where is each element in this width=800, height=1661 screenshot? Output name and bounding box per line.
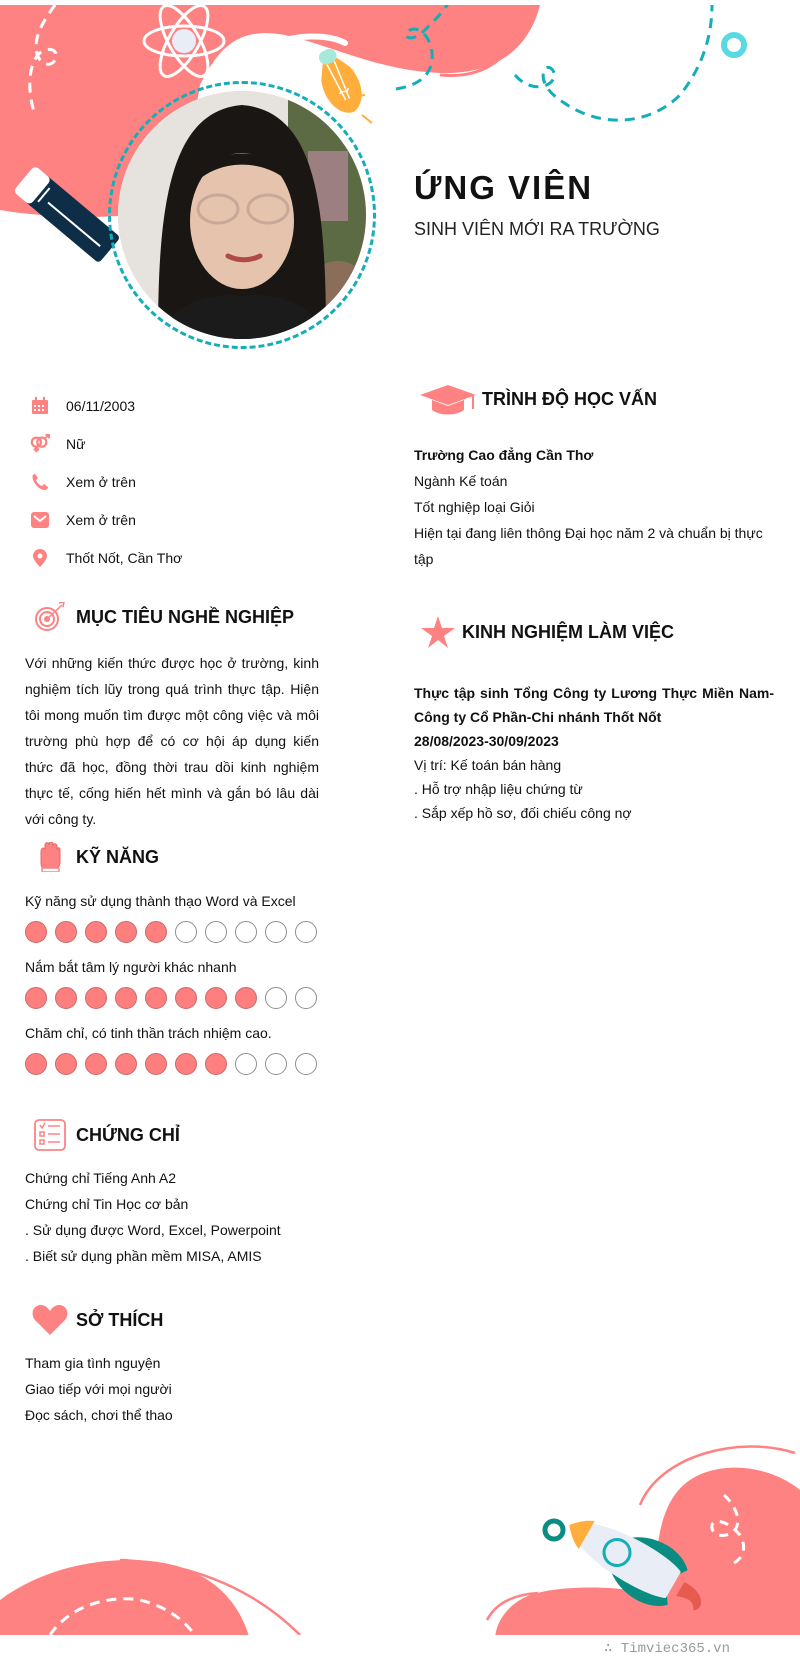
skill-rating [25,921,325,943]
skill-label: Chăm chỉ, có tinh thần trách nhiệm cao. [25,1025,272,1041]
candidate-name: ỨNG VIÊN [414,169,594,206]
target-icon [24,602,76,632]
gender-value: Nữ [66,436,86,452]
rating-dot-empty [265,1053,287,1075]
hand-icon [24,842,76,872]
rating-dot-filled [85,1053,107,1075]
cv-page [0,5,800,1635]
skills-heading [24,842,159,872]
rating-dot-empty [205,921,227,943]
education-line: Ngành Kế toán [414,473,508,489]
birthdate-value: 06/11/2003 [66,398,136,414]
checklist-icon [24,1119,76,1151]
objective-heading [24,602,294,632]
envelope-icon [30,510,50,530]
rating-dot-filled [55,1053,77,1075]
rating-dot-filled [25,921,47,943]
experience-heading [414,616,674,648]
education-line: Hiện tại đang liên thông Đại học năm 2 và chuẩn bị thực tập [414,525,763,567]
skill-item [25,891,325,943]
phone-icon [30,472,50,492]
contact-list [30,387,182,577]
heart-icon [24,1304,76,1336]
rating-dot-empty [295,1053,317,1075]
certificates-heading [24,1119,180,1151]
certificates-list [25,1165,325,1269]
hobbies-heading [24,1304,163,1336]
experience-details [414,681,774,825]
certificate-line: . Sử dụng được Word, Excel, Powerpoint [25,1222,281,1238]
rating-dot-filled [145,921,167,943]
avatar-photo [118,91,366,339]
education-heading [414,383,657,415]
experience-title: KINH NGHIỆM LÀM VIỆC [462,621,675,642]
rating-dot-filled [25,987,47,1009]
rating-dot-filled [25,1053,47,1075]
skill-item [25,1023,325,1075]
gender-icon [30,434,50,454]
rating-dot-filled [205,1053,227,1075]
address-value: Thốt Nốt, Cần Thơ [66,550,183,566]
rating-dot-filled [55,987,77,1009]
certificate-line: Chứng chỉ Tin Học cơ bản [25,1196,189,1212]
hobbies-list [25,1350,325,1428]
contact-phone [30,463,182,501]
rating-dot-filled [145,1053,167,1075]
rating-dot-empty [265,987,287,1009]
experience-line: . Hỗ trợ nhập liệu chứng từ [414,781,583,797]
rating-dot-empty [295,921,317,943]
education-details [414,442,774,572]
certificate-line: Chứng chỉ Tiếng Anh A2 [25,1170,177,1186]
rating-dot-filled [115,921,137,943]
rating-dot-empty [295,987,317,1009]
skill-label: Kỹ năng sử dụng thành thạo Word và Excel [25,893,296,909]
phone-value: Xem ở trên [66,474,136,490]
rating-dot-filled [85,987,107,1009]
company-name: Thực tập sinh Tổng Công ty Lương Thực Miền Nam-Công ty Cổ Phần-Chi nhánh Thốt Nốt [414,685,774,725]
education-line: Tốt nghiệp loại Giỏi [414,499,535,515]
experience-line: Vị trí: Kế toán bán hàng [414,757,562,773]
school-name: Trường Cao đẳng Cần Thơ [414,447,594,463]
skill-item [25,957,325,1009]
rating-dot-empty [175,921,197,943]
calendar-icon [30,396,50,416]
star-icon [414,616,462,648]
education-title: TRÌNH ĐỘ HỌC VẤN [482,388,657,409]
skill-label: Nắm bắt tâm lý người khác nhanh [25,959,237,975]
work-period: 28/08/2023-30/09/2023 [414,733,559,749]
rating-dot-empty [235,921,257,943]
certificate-line: . Biết sử dụng phần mềm MISA, AMIS [25,1248,262,1264]
skill-rating [25,987,325,1009]
rating-dot-filled [55,921,77,943]
rating-dot-filled [205,987,227,1009]
hobby-line: Đọc sách, chơi thể thao [25,1407,173,1423]
contact-gender [30,425,182,463]
contact-address [30,539,182,577]
rating-dot-filled [85,921,107,943]
rating-dot-filled [145,987,167,1009]
graduation-cap-icon [414,383,482,415]
hobby-line: Giao tiếp với mọi người [25,1381,172,1397]
footer-decoration [0,1435,800,1635]
hobbies-title: SỞ THÍCH [76,1309,164,1330]
rating-dot-filled [115,1053,137,1075]
rating-dot-filled [115,987,137,1009]
experience-line: . Sắp xếp hồ sơ, đối chiếu công nợ [414,805,632,821]
rating-dot-filled [175,987,197,1009]
skill-rating [25,1053,325,1075]
hobby-line: Tham gia tình nguyện [25,1355,161,1371]
map-pin-icon [30,548,50,568]
objective-text: Với những kiến thức được học ở trường, kinh nghiệm tích lũy trong quá trình thực tập. Hiện tôi mong muốn tìm được một công việc và môi trường phù hợp để có cơ hội áp dụng kiến thức đã học, đồng thời trau dồi kinh nghiệm thực tế, cống hiến hết mình và gắn bó lâu dài với công ty. [25,655,319,827]
contact-email [30,501,182,539]
rating-dot-filled [235,987,257,1009]
avatar-frame [108,81,376,349]
certificates-title: CHỨNG CHỈ [76,1124,180,1145]
watermark: ∴ Timviec365.vn [603,1641,730,1657]
email-value: Xem ở trên [66,512,136,528]
rating-dot-empty [235,1053,257,1075]
skills-title: KỸ NĂNG [76,846,160,867]
rating-dot-filled [175,1053,197,1075]
contact-birthdate [30,387,182,425]
skills-list [25,891,325,1089]
candidate-position: SINH VIÊN MỚI RA TRƯỜNG [414,219,660,239]
rating-dot-empty [265,921,287,943]
objective-title: MỤC TIÊU NGHỀ NGHIỆP [76,606,295,627]
